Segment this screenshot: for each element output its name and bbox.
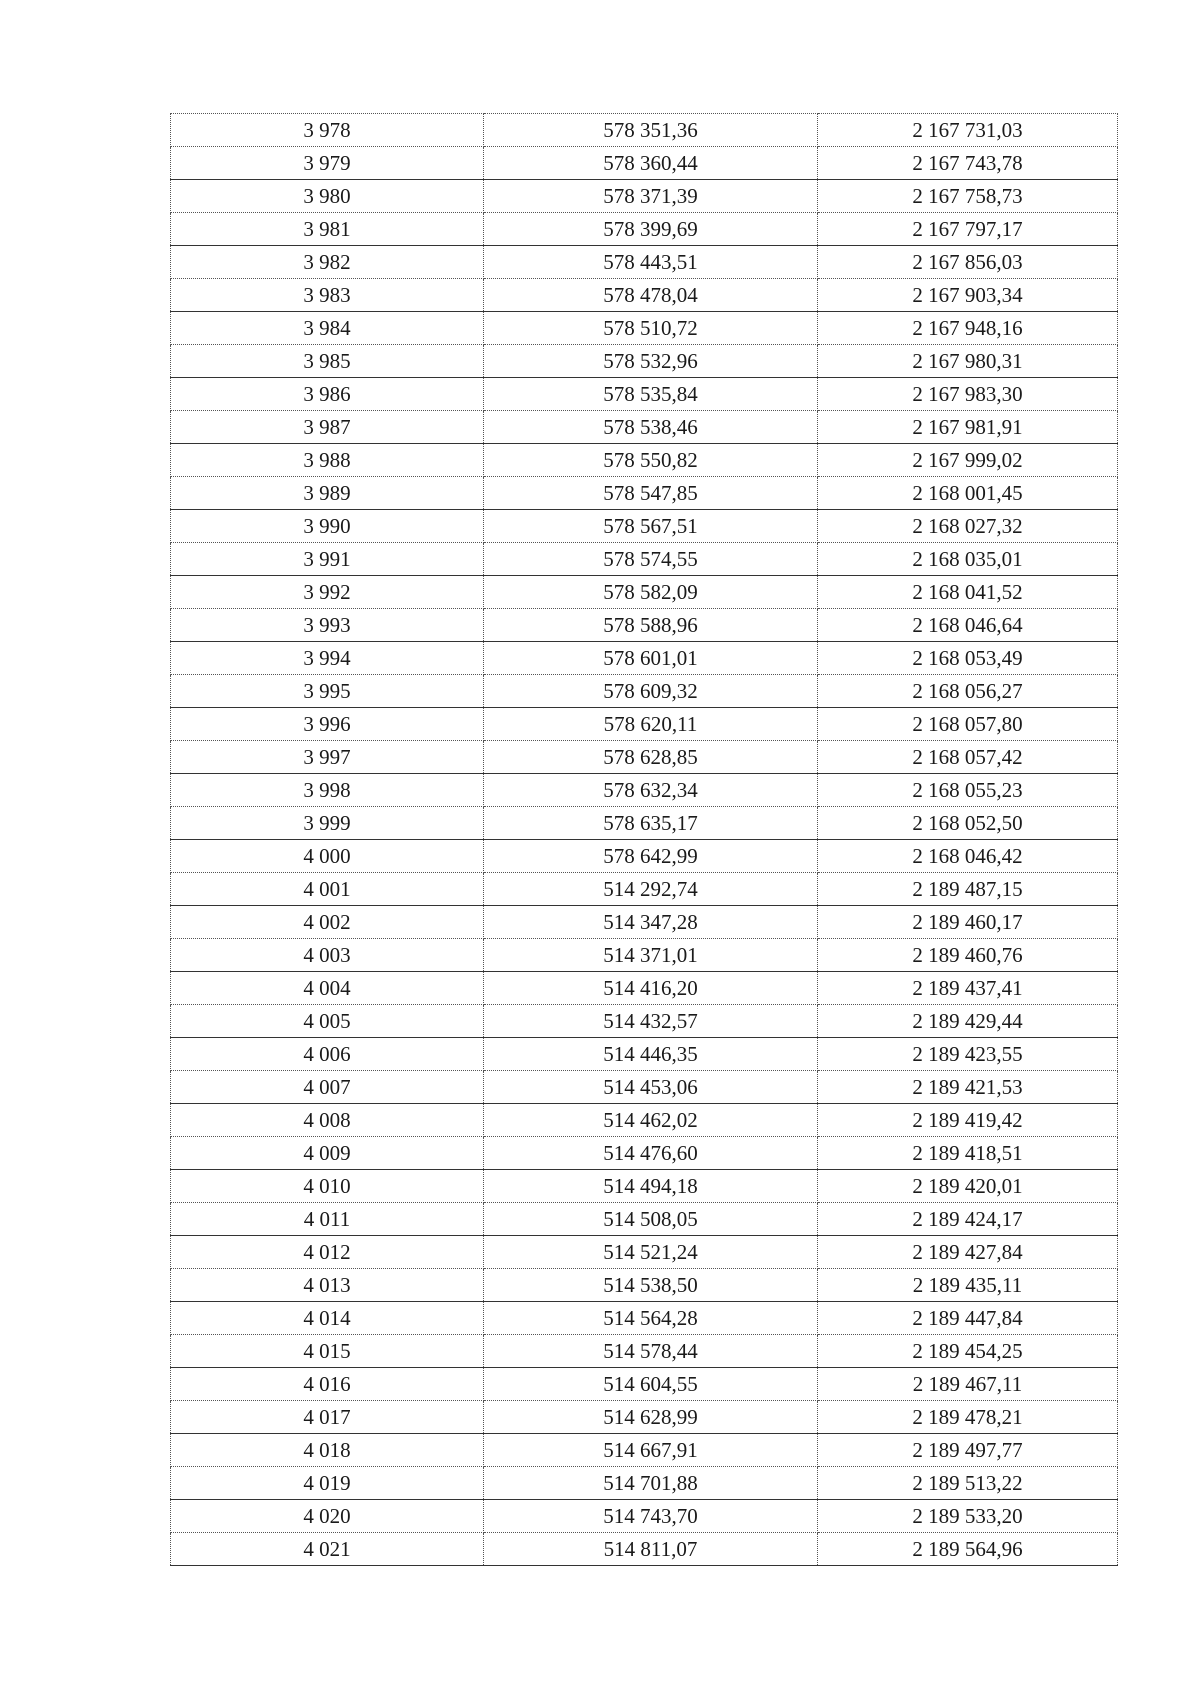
y-coordinate-cell: 2 189 429,44 [818, 1005, 1118, 1038]
table-row [171, 510, 1118, 543]
x-coordinate-cell: 578 532,96 [484, 345, 818, 378]
x-coordinate-cell: 578 351,36 [484, 114, 818, 147]
x-coordinate-cell: 578 443,51 [484, 246, 818, 279]
y-coordinate-cell: 2 189 419,42 [818, 1104, 1118, 1137]
table-row [171, 213, 1118, 246]
point-number-cell: 3 990 [171, 510, 484, 543]
table-row [171, 1203, 1118, 1236]
y-coordinate-cell: 2 189 423,55 [818, 1038, 1118, 1071]
y-coordinate-cell: 2 189 533,20 [818, 1500, 1118, 1533]
table-row [171, 1401, 1118, 1434]
point-number-cell: 4 018 [171, 1434, 484, 1467]
y-coordinate-cell: 2 189 437,41 [818, 972, 1118, 1005]
y-coordinate-cell: 2 167 999,02 [818, 444, 1118, 477]
x-coordinate-cell: 514 292,74 [484, 873, 818, 906]
point-number-cell: 4 001 [171, 873, 484, 906]
table-row [171, 609, 1118, 642]
point-number-cell: 3 999 [171, 807, 484, 840]
table-row [171, 1500, 1118, 1533]
y-coordinate-cell: 2 167 856,03 [818, 246, 1118, 279]
point-number-cell: 4 010 [171, 1170, 484, 1203]
point-number-cell: 4 005 [171, 1005, 484, 1038]
table-row [171, 180, 1118, 213]
point-number-cell: 3 994 [171, 642, 484, 675]
table-row [171, 642, 1118, 675]
table-row [171, 1137, 1118, 1170]
y-coordinate-cell: 2 167 903,34 [818, 279, 1118, 312]
y-coordinate-cell: 2 167 758,73 [818, 180, 1118, 213]
table-row [171, 1302, 1118, 1335]
x-coordinate-cell: 578 642,99 [484, 840, 818, 873]
y-coordinate-cell: 2 168 057,80 [818, 708, 1118, 741]
y-coordinate-cell: 2 189 435,11 [818, 1269, 1118, 1302]
point-number-cell: 3 986 [171, 378, 484, 411]
point-number-cell: 4 006 [171, 1038, 484, 1071]
table-row [171, 1005, 1118, 1038]
point-number-cell: 4 004 [171, 972, 484, 1005]
x-coordinate-cell: 578 628,85 [484, 741, 818, 774]
table-row [171, 1038, 1118, 1071]
x-coordinate-cell: 514 628,99 [484, 1401, 818, 1434]
x-coordinate-cell: 514 453,06 [484, 1071, 818, 1104]
y-coordinate-cell: 2 189 497,77 [818, 1434, 1118, 1467]
point-number-cell: 3 995 [171, 675, 484, 708]
y-coordinate-cell: 2 167 797,17 [818, 213, 1118, 246]
x-coordinate-cell: 514 494,18 [484, 1170, 818, 1203]
table-row [171, 1533, 1118, 1566]
y-coordinate-cell: 2 168 052,50 [818, 807, 1118, 840]
x-coordinate-cell: 578 360,44 [484, 147, 818, 180]
x-coordinate-cell: 578 609,32 [484, 675, 818, 708]
x-coordinate-cell: 578 478,04 [484, 279, 818, 312]
y-coordinate-cell: 2 189 460,17 [818, 906, 1118, 939]
point-number-cell: 3 979 [171, 147, 484, 180]
table-row [171, 1104, 1118, 1137]
table-row [171, 378, 1118, 411]
table-row [171, 708, 1118, 741]
x-coordinate-cell: 578 574,55 [484, 543, 818, 576]
y-coordinate-cell: 2 168 055,23 [818, 774, 1118, 807]
table-row [171, 807, 1118, 840]
point-number-cell: 4 012 [171, 1236, 484, 1269]
point-number-cell: 3 980 [171, 180, 484, 213]
y-coordinate-cell: 2 189 564,96 [818, 1533, 1118, 1566]
x-coordinate-cell: 514 347,28 [484, 906, 818, 939]
x-coordinate-cell: 578 371,39 [484, 180, 818, 213]
point-number-cell: 3 988 [171, 444, 484, 477]
point-number-cell: 3 978 [171, 114, 484, 147]
table-row [171, 972, 1118, 1005]
y-coordinate-cell: 2 168 001,45 [818, 477, 1118, 510]
table-row [171, 411, 1118, 444]
x-coordinate-cell: 514 371,01 [484, 939, 818, 972]
point-number-cell: 4 015 [171, 1335, 484, 1368]
x-coordinate-cell: 578 620,11 [484, 708, 818, 741]
x-coordinate-cell: 578 601,01 [484, 642, 818, 675]
y-coordinate-cell: 2 167 731,03 [818, 114, 1118, 147]
table-row [171, 345, 1118, 378]
table-row [171, 1236, 1118, 1269]
table-row [171, 1269, 1118, 1302]
table-row [171, 774, 1118, 807]
point-number-cell: 3 983 [171, 279, 484, 312]
table-row [171, 840, 1118, 873]
point-number-cell: 4 016 [171, 1368, 484, 1401]
y-coordinate-cell: 2 167 980,31 [818, 345, 1118, 378]
point-number-cell: 3 997 [171, 741, 484, 774]
coordinates-table [170, 113, 1118, 1566]
x-coordinate-cell: 514 701,88 [484, 1467, 818, 1500]
table-row [171, 543, 1118, 576]
y-coordinate-cell: 2 168 053,49 [818, 642, 1118, 675]
y-coordinate-cell: 2 189 427,84 [818, 1236, 1118, 1269]
x-coordinate-cell: 514 667,91 [484, 1434, 818, 1467]
y-coordinate-cell: 2 189 454,25 [818, 1335, 1118, 1368]
point-number-cell: 3 989 [171, 477, 484, 510]
point-number-cell: 4 020 [171, 1500, 484, 1533]
x-coordinate-cell: 578 550,82 [484, 444, 818, 477]
y-coordinate-cell: 2 189 467,11 [818, 1368, 1118, 1401]
point-number-cell: 4 013 [171, 1269, 484, 1302]
y-coordinate-cell: 2 168 035,01 [818, 543, 1118, 576]
table-row [171, 246, 1118, 279]
x-coordinate-cell: 578 632,34 [484, 774, 818, 807]
point-number-cell: 3 981 [171, 213, 484, 246]
point-number-cell: 4 008 [171, 1104, 484, 1137]
y-coordinate-cell: 2 168 046,42 [818, 840, 1118, 873]
point-number-cell: 4 000 [171, 840, 484, 873]
x-coordinate-cell: 578 547,85 [484, 477, 818, 510]
table-row [171, 741, 1118, 774]
table-row [171, 114, 1118, 147]
point-number-cell: 3 996 [171, 708, 484, 741]
x-coordinate-cell: 578 588,96 [484, 609, 818, 642]
x-coordinate-cell: 514 811,07 [484, 1533, 818, 1566]
x-coordinate-cell: 578 510,72 [484, 312, 818, 345]
point-number-cell: 4 002 [171, 906, 484, 939]
x-coordinate-cell: 514 743,70 [484, 1500, 818, 1533]
point-number-cell: 4 019 [171, 1467, 484, 1500]
y-coordinate-cell: 2 189 418,51 [818, 1137, 1118, 1170]
point-number-cell: 3 993 [171, 609, 484, 642]
point-number-cell: 3 998 [171, 774, 484, 807]
x-coordinate-cell: 578 582,09 [484, 576, 818, 609]
point-number-cell: 3 992 [171, 576, 484, 609]
x-coordinate-cell: 514 564,28 [484, 1302, 818, 1335]
point-number-cell: 3 985 [171, 345, 484, 378]
point-number-cell: 4 009 [171, 1137, 484, 1170]
point-number-cell: 4 021 [171, 1533, 484, 1566]
x-coordinate-cell: 514 521,24 [484, 1236, 818, 1269]
x-coordinate-cell: 514 538,50 [484, 1269, 818, 1302]
table-row [171, 576, 1118, 609]
x-coordinate-cell: 578 635,17 [484, 807, 818, 840]
point-number-cell: 4 003 [171, 939, 484, 972]
point-number-cell: 4 007 [171, 1071, 484, 1104]
y-coordinate-cell: 2 189 424,17 [818, 1203, 1118, 1236]
x-coordinate-cell: 514 578,44 [484, 1335, 818, 1368]
x-coordinate-cell: 514 462,02 [484, 1104, 818, 1137]
point-number-cell: 3 984 [171, 312, 484, 345]
x-coordinate-cell: 514 604,55 [484, 1368, 818, 1401]
table-row [171, 1170, 1118, 1203]
y-coordinate-cell: 2 168 027,32 [818, 510, 1118, 543]
y-coordinate-cell: 2 189 513,22 [818, 1467, 1118, 1500]
y-coordinate-cell: 2 167 983,30 [818, 378, 1118, 411]
point-number-cell: 4 014 [171, 1302, 484, 1335]
x-coordinate-cell: 578 567,51 [484, 510, 818, 543]
y-coordinate-cell: 2 189 460,76 [818, 939, 1118, 972]
y-coordinate-cell: 2 168 057,42 [818, 741, 1118, 774]
table-row [171, 675, 1118, 708]
y-coordinate-cell: 2 167 948,16 [818, 312, 1118, 345]
table-row [171, 477, 1118, 510]
point-number-cell: 4 017 [171, 1401, 484, 1434]
point-number-cell: 3 991 [171, 543, 484, 576]
x-coordinate-cell: 578 535,84 [484, 378, 818, 411]
y-coordinate-cell: 2 168 041,52 [818, 576, 1118, 609]
y-coordinate-cell: 2 189 420,01 [818, 1170, 1118, 1203]
y-coordinate-cell: 2 189 487,15 [818, 873, 1118, 906]
table-row [171, 1071, 1118, 1104]
x-coordinate-cell: 514 432,57 [484, 1005, 818, 1038]
point-number-cell: 3 987 [171, 411, 484, 444]
table-row [171, 939, 1118, 972]
point-number-cell: 4 011 [171, 1203, 484, 1236]
x-coordinate-cell: 578 538,46 [484, 411, 818, 444]
y-coordinate-cell: 2 189 478,21 [818, 1401, 1118, 1434]
y-coordinate-cell: 2 168 046,64 [818, 609, 1118, 642]
y-coordinate-cell: 2 168 056,27 [818, 675, 1118, 708]
table-row [171, 444, 1118, 477]
x-coordinate-cell: 578 399,69 [484, 213, 818, 246]
table-row [171, 906, 1118, 939]
table-row [171, 147, 1118, 180]
table-row [171, 1467, 1118, 1500]
y-coordinate-cell: 2 167 981,91 [818, 411, 1118, 444]
x-coordinate-cell: 514 446,35 [484, 1038, 818, 1071]
table-row [171, 873, 1118, 906]
table-row [171, 1434, 1118, 1467]
coordinates-table-body [171, 114, 1118, 1566]
y-coordinate-cell: 2 189 421,53 [818, 1071, 1118, 1104]
y-coordinate-cell: 2 189 447,84 [818, 1302, 1118, 1335]
table-row [171, 1335, 1118, 1368]
point-number-cell: 3 982 [171, 246, 484, 279]
y-coordinate-cell: 2 167 743,78 [818, 147, 1118, 180]
table-row [171, 1368, 1118, 1401]
x-coordinate-cell: 514 508,05 [484, 1203, 818, 1236]
x-coordinate-cell: 514 416,20 [484, 972, 818, 1005]
x-coordinate-cell: 514 476,60 [484, 1137, 818, 1170]
table-row [171, 312, 1118, 345]
table-row [171, 279, 1118, 312]
